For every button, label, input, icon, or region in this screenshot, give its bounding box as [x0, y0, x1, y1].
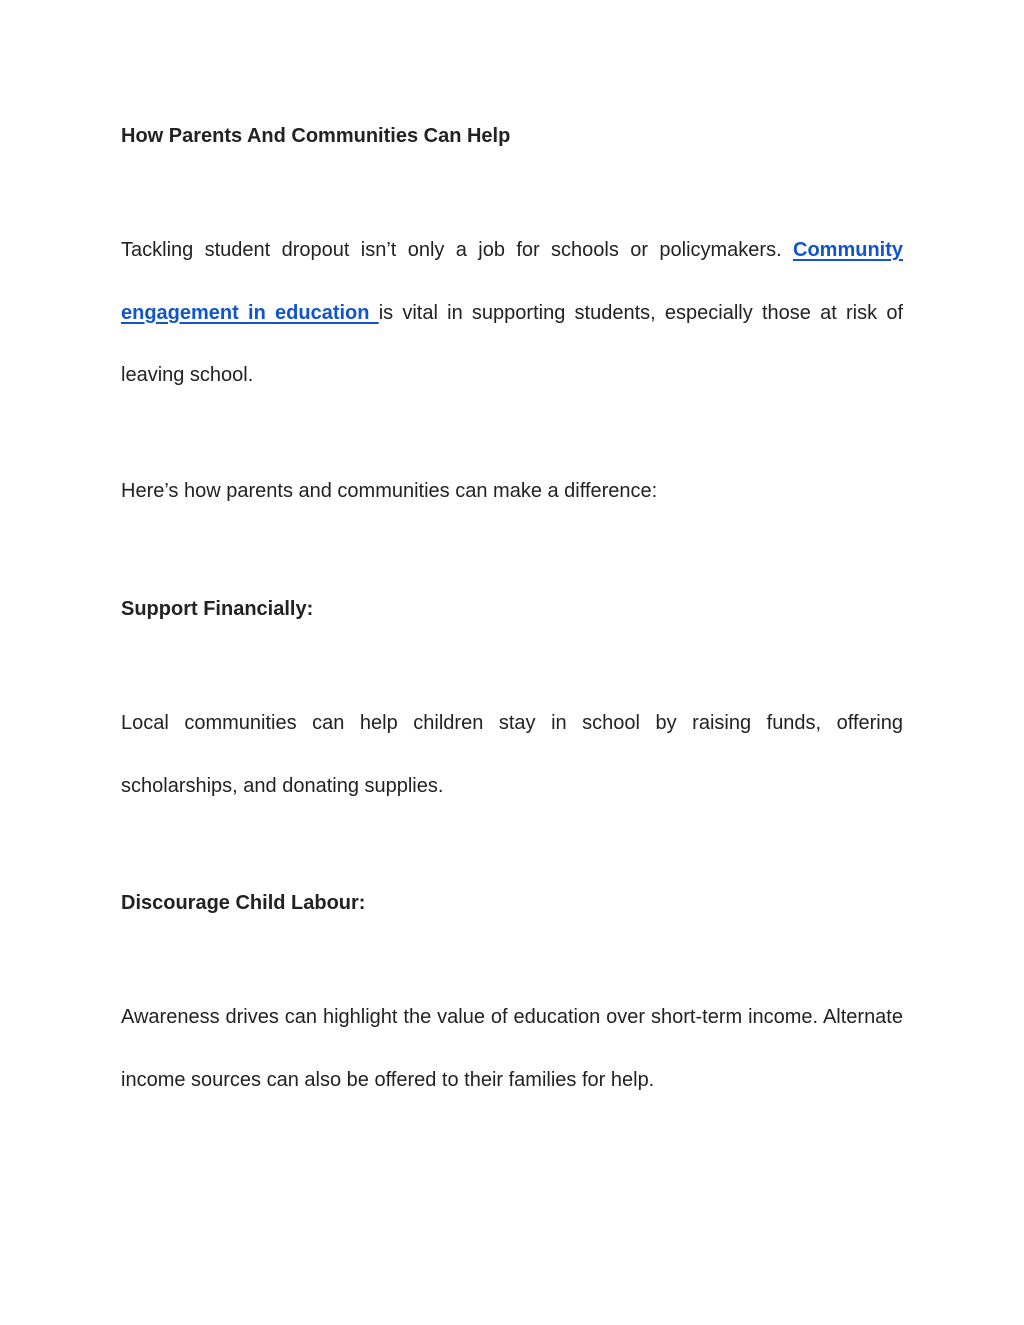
section-body-support-financially: Local communities can help children stay in school by raising funds, offering scholarships, and donating supplies.: [121, 712, 903, 797]
section-body-discourage-child-labour: Awareness drives can highlight the value of education over short-term income. Alternate income sources can also be offered to their families for help.: [121, 1006, 903, 1091]
community-engagement-link[interactable]: Community engagement in education: [121, 239, 903, 324]
intro-paragraph: [121, 219, 903, 407]
page-title: How Parents And Communities Can Help: [121, 125, 511, 147]
section-heading-discourage-child-labour: Discourage Child Labour:: [121, 892, 366, 914]
intro-text-after-link: is vital in supporting students, especially those at risk of leaving school.: [121, 301, 903, 386]
intro-text-before-link: Tackling student dropout isn’t only a job for schools or policymakers.: [121, 239, 793, 261]
section-heading-support-financially: Support Financially:: [121, 598, 314, 620]
lead-in-paragraph: Here’s how parents and communities can make a difference:: [121, 480, 658, 502]
